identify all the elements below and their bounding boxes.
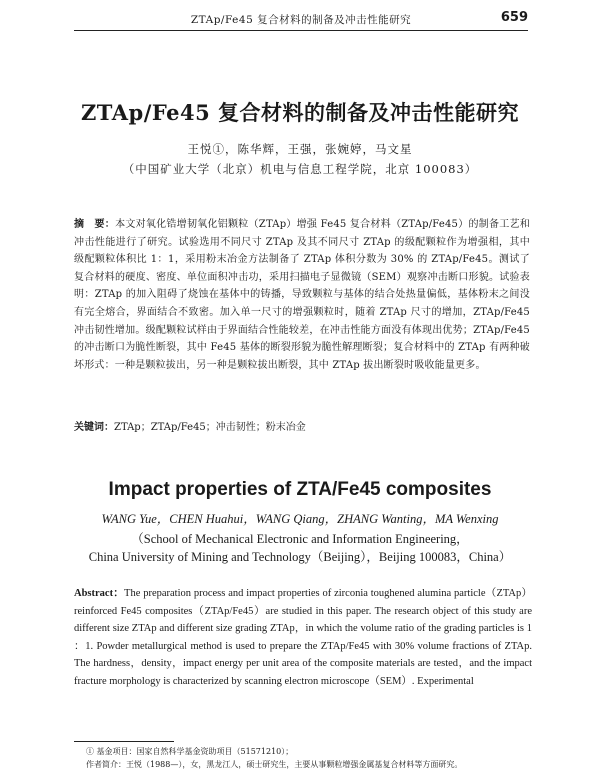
- chinese-abstract: [74, 216, 530, 374]
- english-affiliation-line2: China University of Mining and Technology（Beijing），Beijing 100083，China）: [88, 550, 512, 564]
- running-header: [74, 10, 528, 31]
- chinese-keywords-label: 关键词：: [74, 422, 114, 433]
- english-affiliation-line1: （School of Mechanical Electronic and Information Engineering，: [131, 532, 469, 546]
- chinese-keywords-text: ZTAp；ZTAp/Fe45；冲击韧性；粉末冶金: [114, 422, 306, 433]
- footnote-divider: [74, 741, 174, 742]
- page-number: 659: [500, 10, 528, 25]
- chinese-abstract-label: 摘 要：: [74, 219, 116, 230]
- english-abstract-label: Abstract：: [74, 588, 125, 599]
- english-abstract-text: The preparation process and impact properties of zirconia toughened alumina particle（ZTAp）reinforced Fe45 composites（ZTAp/Fe45）are studied in this paper. The research object of this study are different size ZTAp and different size grading ZTAp，in which the volume ratio of the grading particles is 1 ：1. Powder metallurgical method is used to prepare the ZTAp/Fe45 with 30% volume fractions of ZTAp. The hardness，density，impact energy per unit area of the composite materials are tested，and the impact fracture morphology is characterized by scanning electron microscope（SEM）. Experimental: [74, 588, 532, 687]
- chinese-authors: 王悦①，陈华辉，王强，张婉婷，马文星: [187, 142, 413, 156]
- chinese-abstract-text: 本文对氧化锆增韧氧化铝颗粒（ZTAp）增强 Fe45 复合材料（ZTAp/Fe45）的制备工艺和冲击性能进行了研究。试验选用不同尺寸 ZTAp 及其不同尺寸 ZTAp 的级配颗粒作为增强相，其中级配颗粒体积比 1：1，采用粉末冶金方法制备了 ZTAp 体积分数为 30% 的 ZTAp/Fe45。测试了复合材料的硬度、密度、单位面积冲击功，采用扫描电子显微镜（SEM）观察冲击断口形貌。试验表明：ZTAp 的加入阻碍了烧蚀在基体中的铸播，导致颗粒与基体的结合处热量偏低，基体粉末之间没有完全熔合，界面结合不致密。加入单一尺寸的增强颗粒时，随着 ZTAp 尺寸的增加，ZTAp/Fe45 冲击韧性增加。级配颗粒试样由于界面结合性能较差，在冲击性能方面没有体现出优势；ZTAp/Fe45 的冲击断口为脆性断裂，其中 Fe45 基体的断裂形貌为脆性解理断裂；复合材料中的 ZTAp 有两种破坏形式：一种是颗粒拔出，另一种是颗粒拔出断裂，其中 ZTAp 拔出断裂时吸收能量更多。: [74, 219, 530, 371]
- english-abstract: [74, 585, 532, 690]
- english-title: Impact properties of ZTA/Fe45 composites: [108, 479, 492, 500]
- footnote-funding: ① 基金项目：国家自然科学基金资助项目（51571210）；: [86, 747, 294, 756]
- english-authors: WANG Yue，CHEN Huahui，WANG Qiang，ZHANG Wanting，MA Wenxing: [101, 512, 499, 526]
- chinese-affiliation: （中国矿业大学（北京）机电与信息工程学院，北京 100083）: [122, 162, 478, 176]
- chinese-keywords: [74, 420, 530, 436]
- running-title: ZTAp/Fe45 复合材料的制备及冲击性能研究: [190, 14, 412, 26]
- chinese-title: ZTAp/Fe45 复合材料的制备及冲击性能研究: [80, 100, 520, 125]
- footnote-author-bio: 作者简介：王悦（1988—），女，黑龙江人，硕士研究生，主要从事颗粒增强金属基复合材料等方面研究。: [86, 760, 463, 769]
